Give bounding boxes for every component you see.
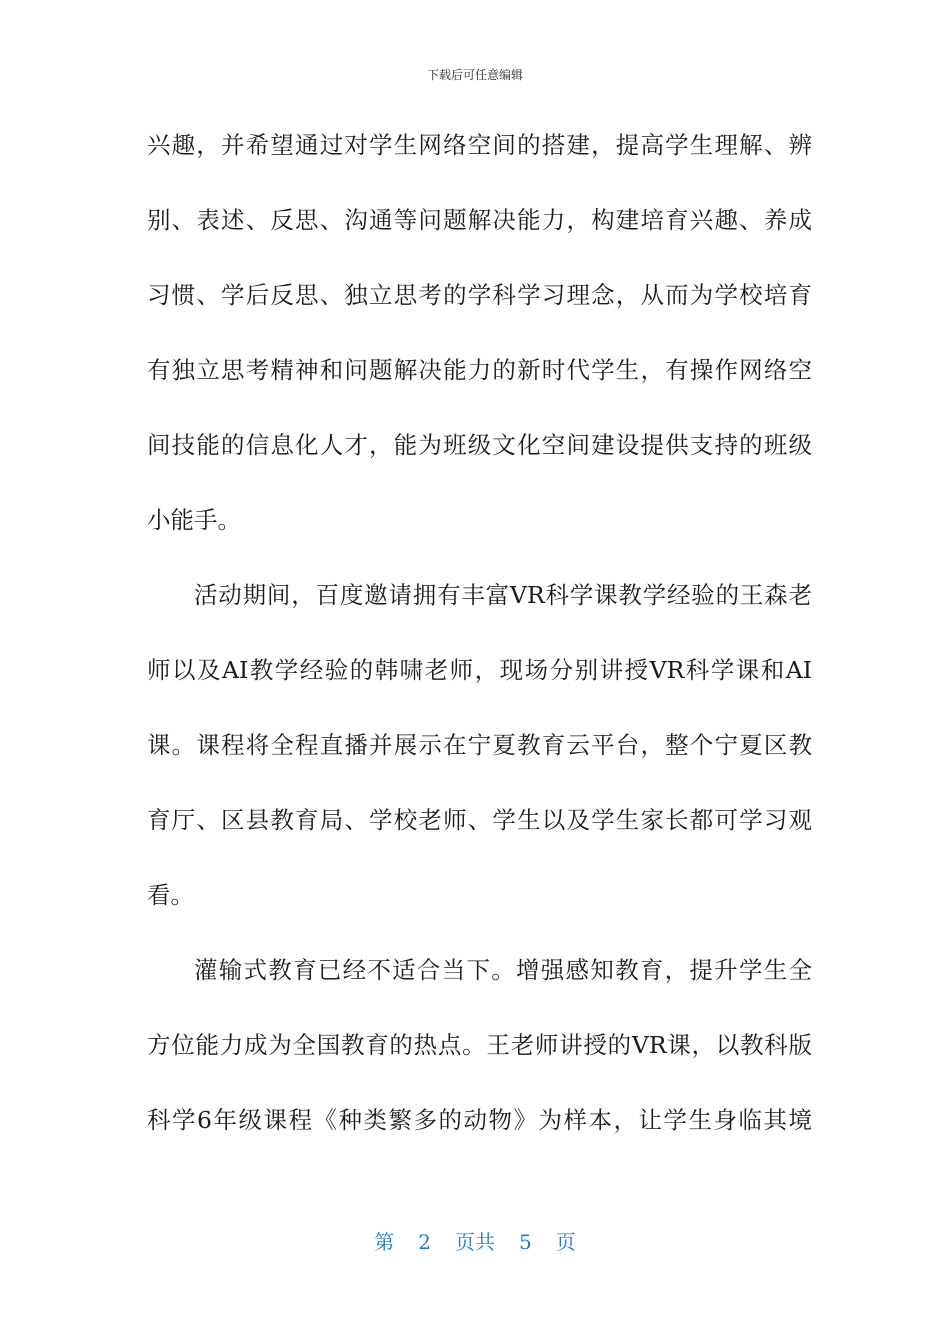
paragraph-line: 活动期间，百度邀请拥有丰富VR科学课教学经验的王森老 <box>194 581 812 609</box>
paragraph-line: 课。课程将全程直播并展示在宁夏教育云平台，整个宁夏区教 <box>147 731 812 759</box>
current-page-number: 2 <box>418 1230 431 1254</box>
page-prefix: 第 <box>374 1230 395 1254</box>
paragraph-line: 间技能的信息化人才，能为班级文化空间建设提供支持的班级 <box>147 431 812 459</box>
paragraph-line: 师以及AI教学经验的韩啸老师，现场分别讲授VR科学课和AI <box>147 656 812 684</box>
paragraph-line: 小能手。 <box>147 506 241 534</box>
paragraph-line: 科学6年级课程《种类繁多的动物》为样本，让学生身临其境 <box>147 1106 812 1134</box>
paragraph-line: 别、表述、反思、沟通等问题解决能力，构建培育兴趣、养成 <box>147 206 812 234</box>
paragraph-line: 方位能力成为全国教育的热点。王老师讲授的VR课，以教科版 <box>147 1031 812 1059</box>
paragraph-line: 有独立思考精神和问题解决能力的新时代学生，有操作网络空 <box>147 356 812 384</box>
paragraph-line: 兴趣，并希望通过对学生网络空间的搭建，提高学生理解、辨 <box>147 131 812 159</box>
paragraph-line: 育厅、区县教育局、学校老师、学生以及学生家长都可学习观 <box>147 806 812 834</box>
page-footer <box>0 1226 950 1255</box>
page-mid-label: 页共 <box>455 1230 495 1254</box>
paragraph-line: 看。 <box>147 881 194 909</box>
total-pages-number: 5 <box>519 1230 532 1254</box>
page-suffix: 页 <box>555 1230 576 1254</box>
paragraph-line: 习惯、学后反思、独立思考的学科学习理念，从而为学校培育 <box>147 281 812 309</box>
body-text <box>147 126 812 1176</box>
header-note: 下载后可任意编辑 <box>426 68 523 82</box>
paragraph-line: 灌输式教育已经不适合当下。增强感知教育，提升学生全 <box>194 956 812 984</box>
